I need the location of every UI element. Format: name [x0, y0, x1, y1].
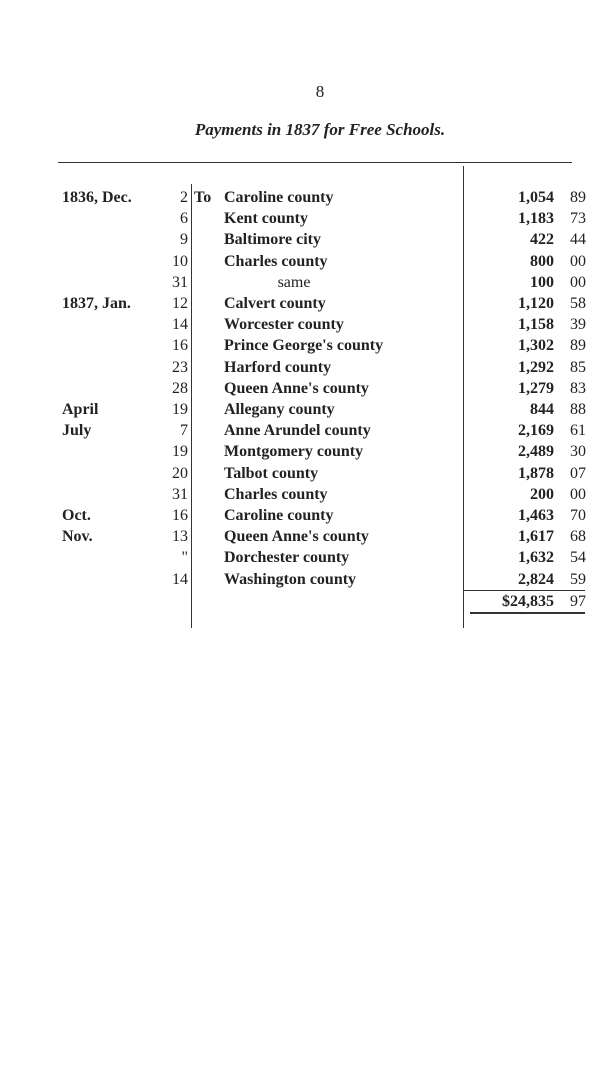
table-row [0, 251, 600, 272]
row-cents: 00 [570, 485, 586, 503]
row-cents: 00 [570, 273, 586, 291]
row-dollars: 1,463 [518, 507, 554, 524]
row-day: 7 [180, 422, 188, 440]
row-name: Charles county [224, 252, 328, 270]
table-row [0, 272, 600, 293]
row-date: July [62, 422, 92, 440]
row-cents: 89 [570, 337, 586, 355]
row-dollars: 422 [530, 231, 554, 249]
row-cents: 54 [570, 549, 586, 567]
row-dollars: 2,169 [518, 422, 554, 440]
row-day: 31 [172, 485, 188, 503]
row-day: 14 [172, 316, 188, 334]
row-dollars: 1,279 [518, 379, 554, 397]
row-name: Dorchester county [224, 549, 350, 567]
table-row [0, 441, 600, 462]
row-day: 20 [172, 464, 188, 482]
row-cents: 58 [570, 295, 586, 312]
row-date: Nov. [62, 528, 93, 546]
row-name: Kent county [224, 210, 308, 228]
row-cents: 39 [570, 316, 586, 334]
row-dollars: 1,632 [518, 549, 554, 567]
row-name: Charles county [224, 485, 328, 503]
row-cents: 61 [570, 422, 586, 440]
row-dollars: 1,292 [518, 358, 554, 376]
row-day: 16 [172, 337, 188, 355]
row-name: Queen Anne's county [224, 379, 369, 397]
row-cents: 85 [570, 358, 586, 376]
row-cents: 07 [570, 464, 586, 482]
row-name: Washington county [224, 570, 357, 588]
row-name: Calvert county [224, 295, 326, 312]
row-name: Anne Arundel county [224, 422, 371, 440]
row-dollars: 1,158 [518, 316, 554, 334]
row-day: 10 [172, 252, 188, 270]
row-cents: 89 [570, 189, 586, 206]
table-row [0, 526, 600, 547]
row-name: same [277, 273, 311, 291]
row-dollars: 1,878 [518, 464, 554, 482]
row-day: 23 [172, 358, 188, 376]
page-number: 8 [315, 82, 325, 101]
row-cents: 70 [570, 507, 586, 524]
table-row [0, 484, 600, 505]
row-cents: 68 [570, 528, 586, 546]
row-dollars: 1,617 [518, 528, 554, 546]
total-cents: 97 [570, 593, 586, 610]
row-dollars: 100 [530, 273, 554, 291]
table-row [0, 293, 600, 314]
row-cents: 00 [570, 252, 586, 270]
row-day: 13 [172, 528, 188, 546]
row-dollars: 200 [530, 485, 554, 503]
row-name: Worcester county [224, 316, 344, 334]
top-rule [58, 162, 572, 163]
row-name: Caroline county [224, 189, 334, 206]
table-row [0, 399, 600, 420]
row-name: Harford county [224, 358, 332, 376]
row-cents: 44 [570, 231, 586, 249]
table-row [0, 463, 600, 484]
row-cents: 30 [570, 443, 586, 461]
row-cents: 59 [570, 570, 586, 588]
table-row [0, 335, 600, 356]
table-row [0, 547, 600, 568]
row-name: Allegany county [224, 401, 335, 418]
row-to: To [194, 189, 212, 206]
row-day: 19 [172, 401, 188, 418]
row-name: Baltimore city [224, 231, 322, 249]
row-dollars: 1,302 [518, 337, 554, 355]
row-cents: 73 [570, 210, 586, 228]
row-name: Talbot county [224, 464, 319, 482]
row-day: 2 [180, 189, 188, 206]
row-date: 1837, Jan. [62, 295, 131, 312]
total-rule-thick [470, 612, 585, 614]
row-day: 6 [180, 210, 188, 228]
table-row [0, 229, 600, 250]
total-row [0, 591, 600, 612]
table-row [0, 378, 600, 399]
table-row [0, 357, 600, 378]
row-day: " [181, 549, 188, 567]
row-day: 31 [172, 273, 188, 291]
table-row [0, 314, 600, 335]
row-dollars: 1,120 [518, 295, 554, 312]
row-day: 28 [172, 379, 188, 397]
table-row [0, 420, 600, 441]
table-row [0, 187, 600, 208]
row-name: Prince George's county [224, 337, 384, 355]
page-title: Payments in 1837 for Free Schools. [194, 120, 446, 139]
row-day: 14 [172, 570, 188, 588]
table-row [0, 505, 600, 526]
table-row [0, 208, 600, 229]
table-row [0, 569, 600, 590]
row-dollars: 2,489 [518, 443, 554, 461]
row-dollars: 1,054 [518, 189, 554, 206]
row-dollars: 844 [530, 401, 554, 418]
row-name: Caroline county [224, 507, 334, 524]
row-day: 12 [172, 295, 188, 312]
row-cents: 88 [570, 401, 586, 418]
row-day: 9 [180, 231, 188, 249]
row-day: 16 [172, 507, 188, 524]
row-day: 19 [172, 443, 188, 461]
row-date: April [62, 401, 99, 418]
row-name: Montgomery county [224, 443, 364, 461]
row-date: Oct. [62, 507, 91, 524]
row-date: 1836, Dec. [62, 189, 132, 206]
row-cents: 83 [570, 379, 586, 397]
total-dollars: $24,835 [502, 593, 554, 610]
row-dollars: 2,824 [518, 570, 554, 588]
row-dollars: 800 [530, 252, 554, 270]
row-dollars: 1,183 [518, 210, 554, 228]
row-name: Queen Anne's county [224, 528, 369, 546]
